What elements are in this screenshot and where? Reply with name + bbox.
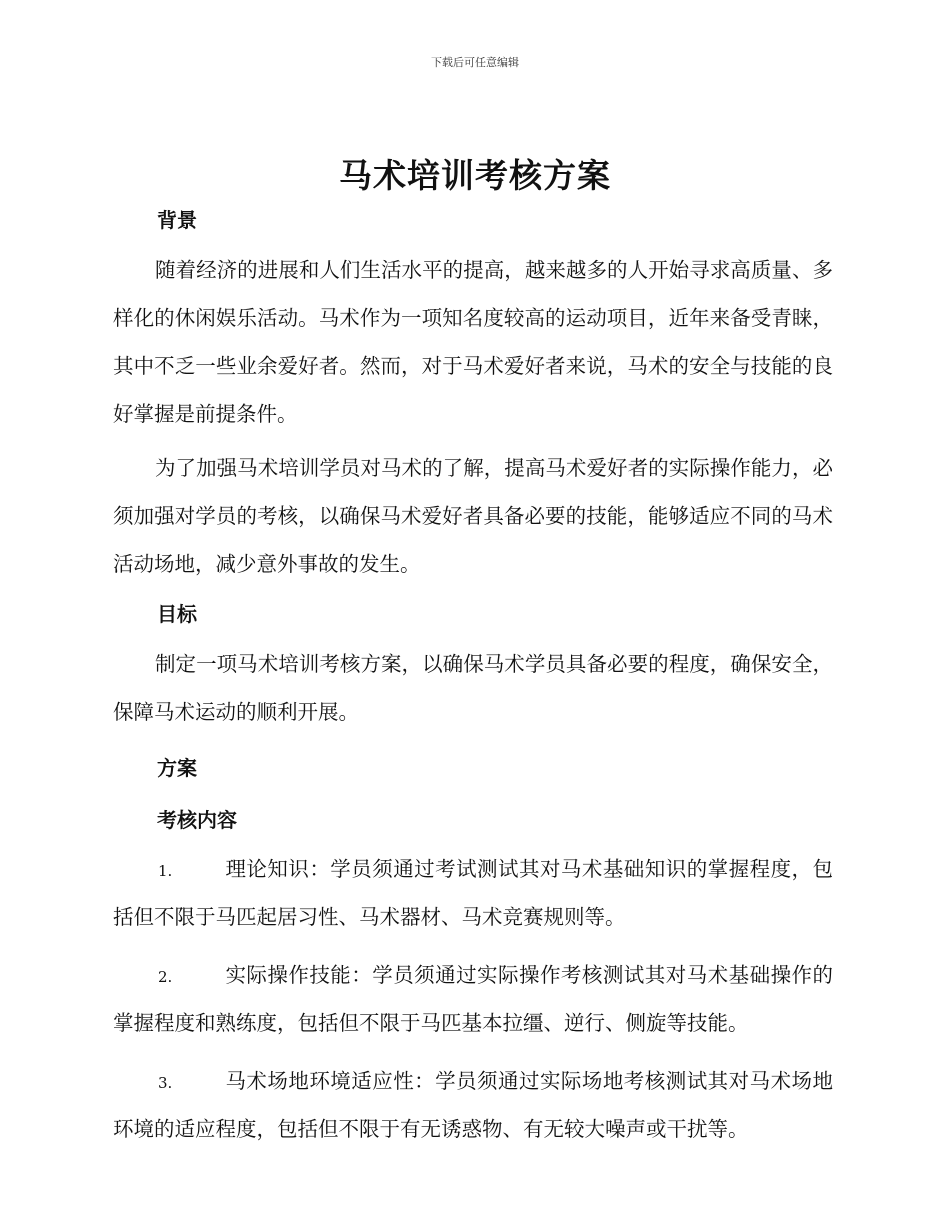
list-item-text: 实际操作技能：学员须通过实际操作考核测试其对马术基础操作的掌握程度和熟练度，包括但不限于马匹基本拉缰、逆行、侧旋等技能。 [113, 963, 833, 1035]
header-note: 下载后可任意编辑 [431, 56, 519, 69]
background-paragraph-2: 为了加强马术培训学员对马术的了解，提高马术爱好者的实际操作能力，必须加强对学员的考核，以确保马术爱好者具备必要的技能，能够适应不同的马术活动场地，减少意外事故的发生。 [113, 456, 833, 576]
list-item-text: 马术场地环境适应性：学员须通过实际场地考核测试其对马术场地环境的适应程度，包括但不限于有无诱惑物、有无较大噪声或干扰等。 [113, 1069, 833, 1141]
section-heading-background: 背景 [157, 208, 197, 232]
list-item-text: 理论知识：学员须通过考试测试其对马术基础知识的掌握程度，包括但不限于马匹起居习性、马术器材、马术竞赛规则等。 [113, 857, 833, 929]
document-title: 马术培训考核方案 [339, 156, 611, 195]
list-item [113, 952, 833, 1046]
list-item [113, 846, 833, 940]
subheading-assessment-content: 考核内容 [157, 808, 237, 832]
document-body [113, 200, 833, 1152]
list-item-number: 1. [158, 862, 173, 880]
list-item [113, 1058, 833, 1152]
list-item-number: 2. [158, 968, 173, 986]
goal-paragraph: 制定一项马术培训考核方案，以确保马术学员具备必要的程度，确保安全，保障马术运动的顺利开展。 [113, 652, 833, 724]
list-item-number: 3. [158, 1074, 173, 1092]
section-heading-goal: 目标 [157, 602, 197, 626]
background-paragraph-1: 随着经济的进展和人们生活水平的提高，越来越多的人开始寻求高质量、多样化的休闲娱乐活动。马术作为一项知名度较高的运动项目，近年来备受青睐，其中不乏一些业余爱好者。然而，对于马术爱好者来说，马术的安全与技能的良好掌握是前提条件。 [113, 258, 833, 426]
section-heading-plan: 方案 [157, 756, 197, 780]
